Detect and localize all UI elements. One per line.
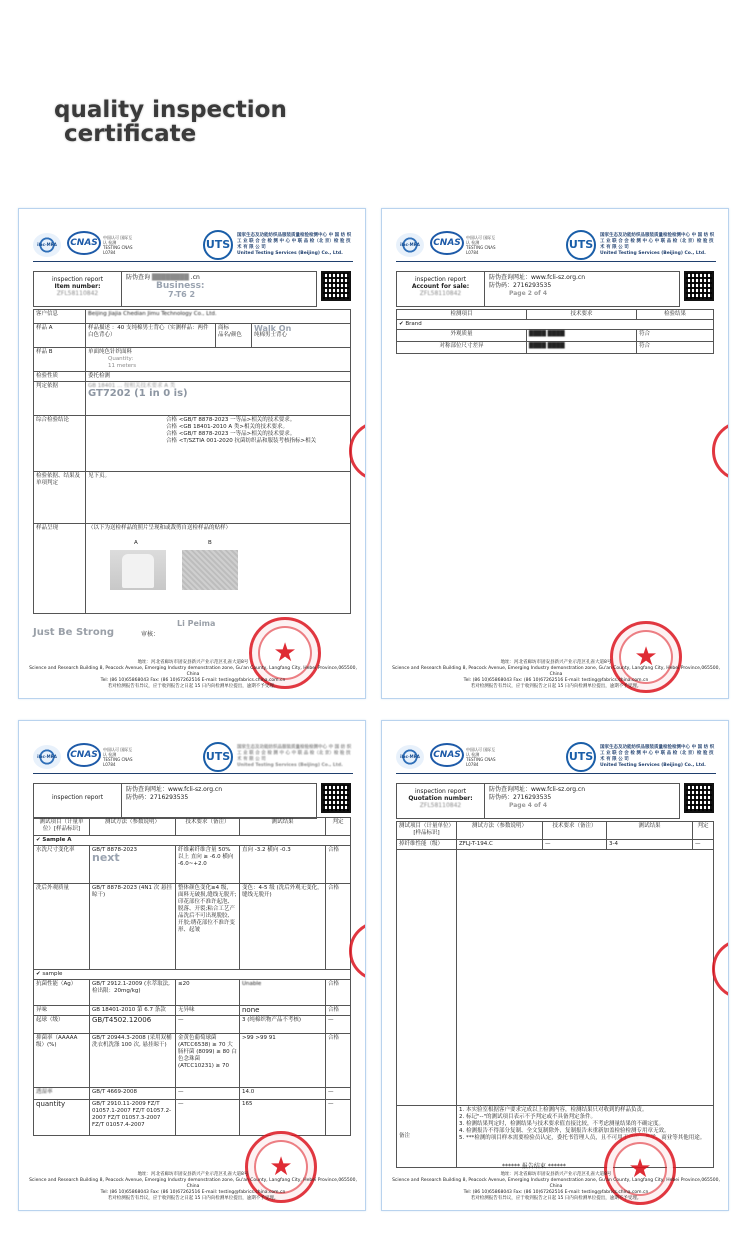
lab-header bbox=[396, 227, 716, 263]
heading-line-1: quality inspection bbox=[54, 97, 287, 123]
account-value: ZFL58110842 bbox=[419, 290, 462, 297]
inspection-seal-stamp: ★ bbox=[604, 1133, 676, 1205]
sample-a-desc: 样品描述 ：40 支纯棉男士背心（实测样品：两件白色背心） bbox=[86, 324, 216, 348]
qr-code bbox=[321, 783, 351, 813]
verify-code: 防伪码：2716293535 bbox=[489, 794, 552, 801]
footer-notice: 若对检测报告有异议，应于收到报告之日起 15 日内向检测单位提出，逾期不予受理。 bbox=[107, 1196, 279, 1201]
sample-b-desc: 单面纯色针织面料 bbox=[88, 349, 133, 355]
lab-name-cn: 国家生态及功能纺织品服装质量检验检测中心 中 国 纺 织 工 业 联 合 会 检 测 中 心 中 联 品 检（北 京）检 验 技 术 有 限 公 司 bbox=[600, 745, 715, 762]
sample-row bbox=[34, 970, 351, 980]
verify-cell bbox=[489, 786, 679, 810]
ilac-mra-logo: ilac-MRA bbox=[33, 233, 61, 257]
row-item: 水洗尺寸变化率 bbox=[34, 846, 90, 884]
row-req: 金黄色葡萄球菌 (ATCC6538) ≥ 70 大肠杆菌 (8099) ≥ 80 白色念珠菌 (ATCC10231) ≥ 70 bbox=[176, 1034, 240, 1088]
row-item: 掉纤维性能（级） bbox=[397, 840, 457, 850]
report-title-cell bbox=[34, 784, 122, 818]
row-method: GB/T 4669-2008 bbox=[90, 1088, 176, 1100]
page-label: Page 4 of 4 bbox=[509, 802, 547, 809]
row-req: 纤维素纤维含量 50% 以上 直向 ≥ -6.0 横向 -6.0~+2.0 bbox=[176, 846, 240, 884]
row-result: Unable bbox=[240, 980, 326, 1006]
verify-line bbox=[126, 274, 316, 282]
cnas-sub-label: 中国认可 国际互认 检测 TESTING CNAS L0784 bbox=[103, 747, 133, 767]
report-info-box bbox=[33, 271, 317, 307]
ilac-mra-logo: ilac-MRA bbox=[396, 745, 424, 769]
report-page-1[interactable] bbox=[18, 208, 366, 699]
row-item: quantity bbox=[34, 1100, 90, 1136]
account-label: Account for sale: bbox=[411, 283, 470, 290]
row-judge: 合格 bbox=[326, 980, 351, 1006]
appearance-results-table bbox=[396, 309, 714, 354]
footer-notice: 若对检测报告有异议，应于收到报告之日起 15 日内向检测单位提出，逾期不予受理。 bbox=[107, 684, 279, 689]
conclusion-cell bbox=[86, 416, 351, 472]
report-info-box bbox=[396, 783, 680, 819]
note-2: 2. 标记"--"的测试项目表示不予判定或不具备判定条件。 bbox=[459, 1114, 597, 1120]
verify-url: 防伪查询网址：www.fcli-sz.org.cn bbox=[489, 786, 586, 793]
approver-label: 审核： bbox=[141, 631, 160, 638]
half-seal-stamp bbox=[712, 421, 729, 481]
col-item: 测试项目（计量单位）[样品标识] bbox=[397, 822, 457, 840]
judge-basis-label: 判定依据 bbox=[34, 382, 86, 416]
col-method: 测试方法（参数说明） bbox=[457, 822, 543, 840]
row-method bbox=[90, 846, 176, 884]
row-result: >99 >99 91 bbox=[240, 1034, 326, 1088]
brand-row bbox=[397, 320, 714, 330]
col-result: 测试结果 bbox=[240, 818, 326, 836]
brand-color-values bbox=[252, 324, 351, 348]
note-5: 5. ***检测的项目样本需要检验员认定，委托书管理人员，且不可用于宣传、教学、商业等其他用途。 bbox=[459, 1135, 706, 1141]
report-summary-table bbox=[33, 309, 351, 614]
footer-contact: Tel: (86 10)65868043 Fax: (86 10)67262516 E-mail: testing@fabrics.china.com.cn bbox=[100, 678, 286, 683]
notes-label: 备注 bbox=[397, 1106, 457, 1168]
sample-b-photo bbox=[182, 550, 238, 590]
row-item: 洗后外观质量 bbox=[34, 884, 90, 970]
conclusion-4: 合格 <T/SZTIA 001-2020 抗菌纺织品和服装考核指标>相关 bbox=[166, 438, 317, 444]
business-value: 7-T6 2 bbox=[168, 290, 196, 299]
verify-cell bbox=[489, 274, 679, 298]
footer-notice: 若对检测报告有异议，应于收到报告之日起 15 日内向检测单位提出，逾期不予受理。 bbox=[470, 1196, 642, 1201]
signature-overlay: Just Be Strong bbox=[33, 627, 115, 638]
report-end-mark: ****** 报告结束 ****** bbox=[502, 1163, 566, 1170]
verify-url: 防伪查询网址：www.fcli-sz.org.cn bbox=[489, 274, 586, 281]
report-title-cell bbox=[34, 272, 122, 306]
row-item: 异味 bbox=[34, 1006, 90, 1016]
row-item: 抑菌率（AAAAA 级）(%) bbox=[34, 1034, 90, 1088]
heading-line-2: certificate bbox=[64, 121, 197, 147]
business-line bbox=[126, 282, 316, 291]
page-label: Page 2 of 4 bbox=[509, 290, 547, 297]
photo-b-label: B bbox=[208, 540, 212, 546]
row-req: — bbox=[543, 840, 607, 850]
note-4: 4. 检测报告不得部分复制、全文复制除外，复制报告未重新加盖检验检测专用章无效。 bbox=[459, 1128, 670, 1134]
row-result: 3-4 bbox=[607, 840, 693, 850]
brand-row-label: Brand bbox=[405, 321, 422, 327]
sample-a-label: 样品 A bbox=[34, 324, 86, 348]
quantity-label: Quantity: bbox=[108, 356, 134, 362]
brand-color-labels bbox=[216, 324, 252, 348]
col-judge: 判定 bbox=[326, 818, 351, 836]
row-method: GB/T 8878-2023 (4N1 次 悬挂晾干) bbox=[90, 884, 176, 970]
footer-address-en: Science and Research Building 8, Peacock Avenue, Emerging Industry demonstration zone, Gu'an County, Langfang City, Hebei Province,065500, China bbox=[29, 666, 357, 677]
standard-overlay: GT7202 (1 in 0 is) bbox=[88, 388, 188, 399]
report-title-cell bbox=[397, 784, 485, 818]
row1-req: ████ ████ bbox=[527, 330, 637, 342]
uts-logo: UTS bbox=[203, 742, 233, 772]
row-req: — bbox=[176, 1016, 240, 1034]
color-value: 纯棉男士背心 bbox=[254, 332, 288, 338]
row-req: — bbox=[176, 1100, 240, 1136]
uts-logo: UTS bbox=[203, 230, 233, 260]
conclusion-1: 合格 <GB/T 8878-2023 一等品>相关的技术要求。 bbox=[166, 417, 296, 423]
test-results-table bbox=[33, 817, 351, 1136]
cnas-sub-label: 中国认可 国际互认 检测 TESTING CNAS L0784 bbox=[466, 747, 496, 767]
row2-req: ████ ████ bbox=[527, 342, 637, 354]
note-3: 3. 检测结果判定时，检测结果与技术要求值直接比较，不考虑测量结果的不确定度。 bbox=[459, 1121, 664, 1127]
business-label: Business: bbox=[156, 281, 205, 291]
lab-name bbox=[237, 233, 355, 257]
col-item: 测试项目（计量单位）[样品标识] bbox=[34, 818, 90, 836]
report-footer bbox=[29, 1172, 357, 1202]
remarks-value: 见下页。 bbox=[86, 472, 351, 524]
row-method: ZFLJ-T-194.C bbox=[457, 840, 543, 850]
qr-code bbox=[684, 783, 714, 813]
sample-b-label: 样品 B bbox=[34, 348, 86, 372]
footer-notice: 若对检测报告有异议，应于收到报告之日起 15 日内向检测单位提出，逾期不予受理。 bbox=[470, 684, 642, 689]
inspection-seal-stamp: ★ bbox=[610, 621, 682, 693]
cnas-logo: CNAS bbox=[430, 743, 464, 767]
report-page-3[interactable] bbox=[18, 720, 366, 1211]
approver-name: Li Peima bbox=[177, 619, 216, 628]
lab-name-cn: 国家生态及功能纺织品服装质量检验检测中心 中 国 纺 织 工 业 联 合 会 检 测 中 心 中 联 品 检（北 京）检 验 技 术 有 限 公 司 bbox=[600, 233, 715, 250]
qr-code bbox=[684, 271, 714, 301]
lab-header bbox=[33, 227, 353, 263]
quotation-label: Quotation number: bbox=[408, 795, 473, 802]
footer-contact: Tel: (86 10)65868043 Fax: (86 10)67262516 E-mail: testing@fabrics.china.com.cn bbox=[100, 1190, 286, 1195]
report-page-4[interactable] bbox=[381, 720, 729, 1211]
row-req: ≤20 bbox=[176, 980, 240, 1006]
lab-name bbox=[237, 745, 355, 769]
quotation-value: ZFL58110842 bbox=[419, 802, 462, 809]
row-req: 整体颜色变化≥4 级，面料无破损,缝线无脱开;印花部位不准许起泡、脱落、开裂;粘合工艺产品洗后不可出现脱胶、开胶;绣花部位不准许变形、起皱 bbox=[176, 884, 240, 970]
col-req: 技术要求（备注） bbox=[543, 822, 607, 840]
blank-area bbox=[457, 850, 714, 1106]
notes-cell bbox=[457, 1106, 714, 1168]
col-result: 测试结果 bbox=[607, 822, 693, 840]
footer-address-cn: 地址：河北省廊坊市固安县新兴产业示范区孔雀大道8号 bbox=[500, 1172, 612, 1177]
half-seal-stamp bbox=[349, 921, 366, 981]
lab-name-cn: 国家生态及功能纺织品服装质量检验检测中心 中 国 纺 织 工 业 联 合 会 检 测 中 心 中 联 品 检（北 京）检 验 技 术 有 限 公 司 bbox=[237, 745, 352, 762]
row-method: GB/T 2910.11-2009 FZ/T 01057.1-2007 FZ/T 01057.2-2007 FZ/T 01057.3-2007 FZ/T 01057.4-2007 bbox=[90, 1100, 176, 1136]
conclusion-label: 综合检验结论 bbox=[34, 416, 86, 472]
photo-caption: （以下为送检样品的照片呈现和或裁剪自送检样品的贴样） bbox=[88, 525, 232, 531]
brand-label: 商标 bbox=[218, 325, 230, 331]
conclusion-2: 合格 <GB 18401-2010 A 类>相关的技术要求。 bbox=[166, 424, 288, 430]
footer-address-cn: 地址：河北省廊坊市固安县新兴产业示范区孔雀大道8号 bbox=[137, 1172, 249, 1177]
lab-name-en: United Testing Services (Beijing) Co., Ltd. bbox=[600, 251, 706, 256]
lab-name-cn: 国家生态及功能纺织品服装质量检验检测中心 中 国 纺 织 工 业 联 合 会 检 测 中 心 中 联 品 检（北 京）检 验 技 术 有 限 公 司 bbox=[237, 233, 352, 250]
row-item: 透湿率 bbox=[34, 1088, 90, 1100]
footer-address-en: Science and Research Building 8, Peacock Avenue, Emerging Industry demonstration zone, Gu'an County, Langfang City, Hebei Province,065500, China bbox=[392, 666, 720, 677]
photo-cell bbox=[86, 524, 351, 614]
row-judge: — bbox=[326, 1016, 351, 1034]
row-req: — bbox=[176, 1088, 240, 1100]
footer-address-cn: 地址：河北省廊坊市固安县新兴产业示范区孔雀大道8号 bbox=[500, 660, 612, 665]
next-overlay: next bbox=[92, 851, 120, 864]
footer-contact: Tel: (86 10)65868043 Fax: (86 10)67262516 E-mail: testing@fabrics.china.com.cn bbox=[463, 678, 649, 683]
customer-value: Beijing Jiajia Chedian Jimu Technology Co., Ltd. bbox=[86, 310, 351, 324]
qr-code bbox=[321, 271, 351, 301]
row-method: GB 18401-2010 第 6.7 条款 bbox=[90, 1006, 176, 1016]
header-rule bbox=[396, 773, 716, 774]
footer-address-cn: 地址：河北省廊坊市固安县新兴产业示范区孔雀大道8号 bbox=[137, 660, 249, 665]
quantity-value: 11 meters bbox=[108, 363, 137, 369]
row-judge: 合格 bbox=[326, 846, 351, 884]
item-number-value: ZFL58110842 bbox=[56, 290, 99, 297]
sample-b-cell bbox=[86, 348, 351, 372]
row-item: 抗菌性能（Ag） bbox=[34, 980, 90, 1006]
inspection-report-label: inspection report bbox=[414, 276, 467, 283]
judge-basis-value: GB 18401 ... 按相关技术要求 A 类 bbox=[88, 383, 176, 389]
inspection-seal-stamp: ★ bbox=[245, 1131, 317, 1203]
cnas-logo: CNAS bbox=[67, 743, 101, 767]
cnas-sub-label: 中国认可 国际互认 检测 TESTING CNAS L0784 bbox=[466, 235, 496, 255]
row-result: 165 bbox=[240, 1100, 326, 1136]
inspection-seal-stamp: ★ bbox=[249, 617, 321, 689]
item-number-label: Item number: bbox=[54, 283, 101, 290]
row-item: 起球（级） bbox=[34, 1016, 90, 1034]
lab-name bbox=[600, 745, 718, 769]
half-seal-stamp bbox=[712, 939, 729, 999]
col-item: 检测项目 bbox=[397, 310, 527, 320]
cnas-logo: CNAS bbox=[430, 231, 464, 255]
row-method: GB/T 20944.3-2008 (采用双桶洗衣机洗涤 100 次, 悬挂晾干) bbox=[90, 1034, 176, 1088]
page-heading bbox=[54, 98, 287, 146]
fiber-results-table bbox=[396, 821, 714, 1168]
lab-header bbox=[33, 739, 353, 775]
color-label: 品名/颜色 bbox=[218, 332, 242, 338]
remarks-label: 检验依据、结果及单项判定 bbox=[34, 472, 86, 524]
verify-url: 防伪查询网址：www.fcli-sz.org.cn bbox=[126, 786, 223, 793]
inspection-report-label: inspection report bbox=[414, 788, 467, 795]
report-info-box bbox=[396, 271, 680, 307]
row-judge: — bbox=[693, 840, 714, 850]
lab-header bbox=[396, 739, 716, 775]
header-rule bbox=[33, 773, 353, 774]
report-page-2[interactable] bbox=[381, 208, 729, 699]
row2-result: 符合 bbox=[637, 342, 714, 354]
verify-code: 防伪码：2716293535 bbox=[489, 282, 552, 289]
row1-label: 外观质量 bbox=[397, 330, 527, 342]
photo-a-label: A bbox=[134, 540, 138, 546]
check-mark-icon: ✔ bbox=[399, 321, 404, 327]
quantity-line bbox=[88, 356, 348, 370]
report-footer bbox=[392, 660, 720, 690]
row-result: none bbox=[240, 1006, 326, 1016]
report-info-box bbox=[33, 783, 317, 819]
half-seal-stamp bbox=[349, 421, 366, 481]
report-footer bbox=[29, 660, 357, 690]
row2-label: 对称部位尺寸差异 bbox=[397, 342, 527, 354]
check-mark-icon: ✔ bbox=[36, 971, 41, 977]
col-method: 测试方法（参数说明） bbox=[90, 818, 176, 836]
sample-a-photo bbox=[110, 550, 166, 590]
ilac-mra-logo: ilac-MRA bbox=[396, 233, 424, 257]
cnas-logo: CNAS bbox=[67, 231, 101, 255]
check-type-value: 委托检测 bbox=[86, 372, 351, 382]
check-mark-icon: ✔ bbox=[36, 837, 41, 843]
uts-logo: UTS bbox=[566, 230, 596, 260]
sample-a-row bbox=[34, 836, 351, 846]
lab-name-en: United Testing Services (Beijing) Co., Ltd. bbox=[600, 763, 706, 768]
row-result: 变色：4-5 级 (洗后外观无变化，缝线无脱开) bbox=[240, 884, 326, 970]
cnas-sub-label: 中国认可 国际互认 检测 TESTING CNAS L0784 bbox=[103, 235, 133, 255]
col-req: 技术要求（备注） bbox=[176, 818, 240, 836]
lab-name-en: United Testing Services (Beijing) Co., Ltd. bbox=[237, 763, 343, 768]
verify-cell bbox=[126, 786, 316, 802]
verify-suffix: .cn bbox=[190, 274, 200, 281]
ilac-mra-logo: ilac-MRA bbox=[33, 745, 61, 769]
verify-code: 防伪码：2716293535 bbox=[126, 794, 189, 801]
col-result: 检验结果 bbox=[637, 310, 714, 320]
row-method: GB/T 2912.1-2009 (水萃取法, 检出限：20mg/kg) bbox=[90, 980, 176, 1006]
check-type-label: 检验性质 bbox=[34, 372, 86, 382]
verify-cell bbox=[126, 274, 316, 299]
footer-address-en: Science and Research Building 8, Peacock Avenue, Emerging Industry demonstration zone, Gu'an County, Langfang City, Hebei Province,065500, China bbox=[29, 1178, 357, 1189]
row-method: GB/T4502.12006 bbox=[90, 1016, 176, 1034]
col-req: 技术要求 bbox=[527, 310, 637, 320]
row-method-text: GB/T 8878-2023 bbox=[92, 847, 137, 853]
col-judge: 判定 bbox=[693, 822, 714, 840]
brand-value: Walk On bbox=[254, 324, 292, 333]
row-judge: 合格 bbox=[326, 1006, 351, 1016]
verify-blur: ████████ bbox=[151, 274, 189, 281]
inspection-report-label: inspection report bbox=[51, 794, 104, 801]
row-result: 3 (纯棉织物产品不考核) bbox=[240, 1016, 326, 1034]
row-judge: 合格 bbox=[326, 884, 351, 970]
lab-name-en: United Testing Services (Beijing) Co., Ltd. bbox=[237, 251, 343, 256]
judge-basis-cell bbox=[86, 382, 351, 416]
photo-label: 样品呈现 bbox=[34, 524, 86, 614]
uts-logo: UTS bbox=[566, 742, 596, 772]
lab-name bbox=[600, 233, 718, 257]
header-rule bbox=[396, 261, 716, 262]
row-result: 14.0 bbox=[240, 1088, 326, 1100]
sample-label: sample bbox=[42, 971, 63, 977]
header-rule bbox=[33, 261, 353, 262]
row-judge: — bbox=[326, 1100, 351, 1136]
footer-address-en: Science and Research Building 8, Peacock Avenue, Emerging Industry demonstration zone, Gu'an County, Langfang City, Hebei Province,065500, China bbox=[392, 1178, 720, 1189]
blank-cell bbox=[397, 850, 457, 1106]
row-req: 无异味 bbox=[176, 1006, 240, 1016]
row1-result: 符合 bbox=[637, 330, 714, 342]
row-result: 直向 -3.2 横向 -0.3 bbox=[240, 846, 326, 884]
row-judge: — bbox=[326, 1088, 351, 1100]
note-1: 1. 本实验室根据客户要求完成以上检测内容，检测结果只对收到的样品负责。 bbox=[459, 1107, 648, 1113]
verify-prefix: 防伪查询 bbox=[126, 274, 151, 281]
footer-contact: Tel: (86 10)65868043 Fax: (86 10)67262516 E-mail: testing@fabrics.china.com.cn bbox=[463, 1190, 649, 1195]
inspection-report-label: inspection report bbox=[51, 276, 104, 283]
report-footer bbox=[392, 1172, 720, 1202]
row-judge: 合格 bbox=[326, 1034, 351, 1088]
report-title-cell bbox=[397, 272, 485, 306]
conclusion-3: 合格 <GB/T 8878-2023 一等品>相关的技术要求。 bbox=[166, 431, 296, 437]
customer-label: 客户信息 bbox=[34, 310, 86, 324]
sample-a-label: Sample A bbox=[42, 837, 72, 843]
